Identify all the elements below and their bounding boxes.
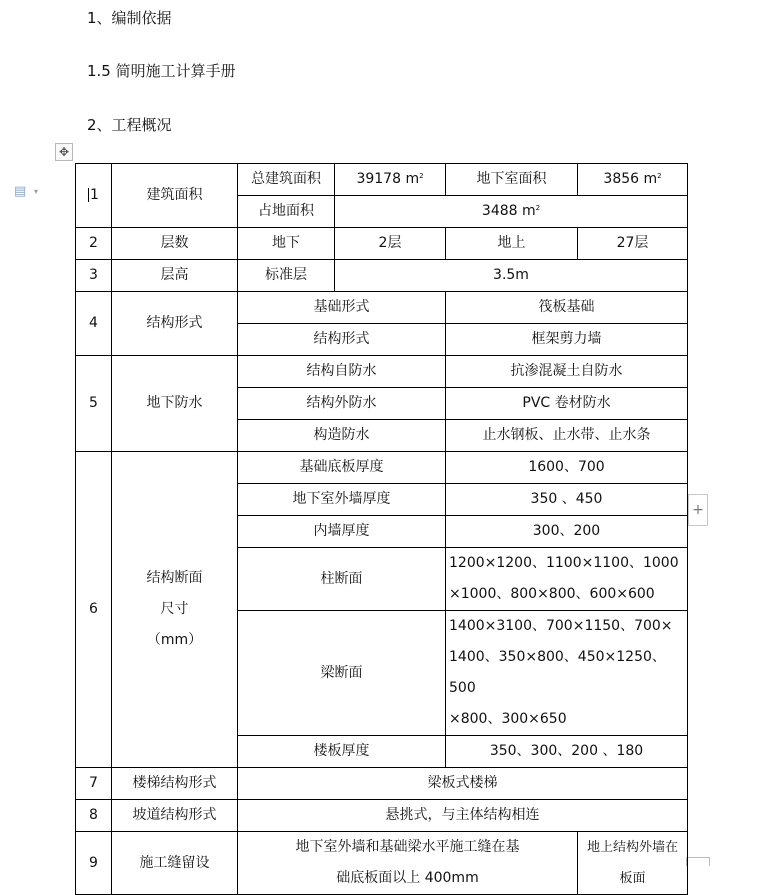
value-cell: 1600、700 [446,452,688,484]
value-cell: 300、200 [446,516,688,548]
value-cell: 梁板式楼梯 [238,768,688,800]
value-line: 1200×1200、1100×1100、1000 [449,555,679,571]
label-cell: 楼板厚度 [238,736,446,768]
value-cell: 框架剪力墙 [446,324,688,356]
value-line: 1400×3100、700×1150、700× [449,618,673,634]
plus-icon[interactable]: + [688,494,708,526]
table-row-number: 4 [76,292,112,356]
item-cell: 楼梯结构形式 [112,768,238,800]
table-row-number: 6 [76,452,112,768]
value-cell: PVC 卷材防水 [446,388,688,420]
label-cell: 结构外防水 [238,388,446,420]
label-cell: 标准层 [238,260,335,292]
item-cell: 层高 [112,260,238,292]
reference-item: 1.5 简明施工计算手册 [87,62,236,80]
table-row-number: 8 [76,800,112,832]
value-line: 地下室外墙和基础梁水平施工缝在基 [295,839,520,855]
label-cell: 结构自防水 [238,356,446,388]
item-cell: 结构形式 [112,292,238,356]
value-cell: 止水钢板、止水带、止水条 [446,420,688,452]
label-cell: 基础底板厚度 [238,452,446,484]
value-cell: 27层 [578,228,688,260]
table-row-number: 5 [76,356,112,452]
value-cell: 3856 $m^2$ [578,164,688,196]
label-cell: 构造防水 [238,420,446,452]
value-cell: 2层 [335,228,446,260]
label-cell: 地下室面积 [446,164,578,196]
section-heading-overview: 2、工程概况 [87,116,172,134]
table-row-number: 7 [76,768,112,800]
table-row-number: 3 [76,260,112,292]
value-cell: 39178 $m^2$ [335,164,446,196]
label-cell: 柱断面 [238,548,446,611]
move-icon[interactable]: ✥ [55,143,73,161]
item-line: 结构断面 [146,570,203,586]
value-cell: 筏板基础 [446,292,688,324]
label-cell: 地上 [446,228,578,260]
label-cell: 基础形式 [238,292,446,324]
project-overview-table [75,163,688,895]
item-cell [112,452,238,768]
value-line: 础底板面以上 400mm [336,870,479,886]
value-cell: 350、300、200 、180 [446,736,688,768]
section-heading-basis: 1、编制依据 [87,9,172,27]
table-row-number: 2 [76,228,112,260]
table-row-number: 9 [76,832,112,895]
label-cell: 结构形式 [238,324,446,356]
item-line: （mm） [146,632,203,648]
label-cell: 梁断面 [238,611,446,736]
chevron-down-icon[interactable]: ▾ [34,187,39,196]
label-cell: 内墙厚度 [238,516,446,548]
value-cell: 悬挑式，与主体结构相连 [238,800,688,832]
item-cell: 坡道结构形式 [112,800,238,832]
item-cell: 层数 [112,228,238,260]
item-cell: 施工缝留设 [112,832,238,895]
value-cell [238,832,578,895]
value-line: ×1000、800×800、600×600 [449,586,655,602]
label-cell: 地下 [238,228,335,260]
value-cell [446,548,688,611]
value-cell: 3488 $m^2$ [335,196,688,228]
label-cell: 占地面积 [238,196,335,228]
document-icon[interactable]: ▤ [14,184,27,199]
text-cursor [88,188,89,202]
value-line: ×800、300×650 [449,711,567,727]
value-cell: 350 、450 [446,484,688,516]
value-line: 1400、350×800、450×1250、500 [449,649,666,696]
value-cell: 抗渗混凝土自防水 [446,356,688,388]
value-cell [446,611,688,736]
label-cell: 地下室外墙厚度 [238,484,446,516]
label-cell: 总建筑面积 [238,164,335,196]
value-cell: 地上结构外墙在板面 [578,832,688,895]
item-cell: 地下防水 [112,356,238,452]
item-line: 尺寸 [160,601,189,617]
item-cell: 建筑面积 [112,164,238,228]
table-row-number: 1 [76,164,112,228]
value-cell: 3.5m [335,260,688,292]
